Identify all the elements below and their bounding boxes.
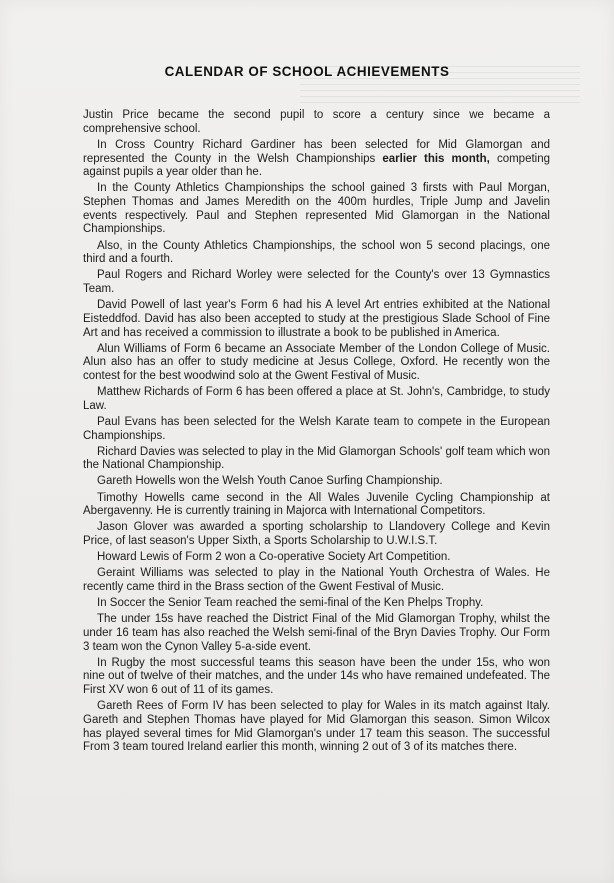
paragraph-16: In Soccer the Senior Team reached the semi-final of the Ken Phelps Trophy.	[97, 597, 484, 610]
paragraph-10: Richard Davies was selected to play in the Mid Glamorgan Schools' golf team which won the National Championship.	[83, 445, 550, 472]
paragraph-3: In the County Athletics Championships the school gained 3 firsts with Paul Morgan, Stephen Thomas and James Meredith on the 400m hurdles, Triple Jump and Javelin events respectively. Paul and Stephen represented Mid Glamorgan in the National Championships.	[83, 182, 550, 236]
paragraph-13: Jason Glover was awarded a sporting scholarship to Llandovery College and Kevin Price, of last season's Upper Sixth, a Sports Scholarship to U.W.I.S.T.	[83, 521, 550, 548]
paragraph-14: Howard Lewis of Form 2 won a Co-operative Society Art Competition.	[97, 551, 451, 564]
paragraph-2	[83, 139, 550, 180]
page-title: CALENDAR OF SCHOOL ACHIEVEMENTS	[164, 64, 450, 79]
paragraph-11: Gareth Howells won the Welsh Youth Canoe Surfing Championship.	[97, 475, 443, 488]
paragraph-8: Matthew Richards of Form 6 has been offered a place at St. John's, Cambridge, to study Law.	[83, 386, 550, 412]
paragraph-2-tail: competing against pupils a year older than he.	[83, 152, 551, 179]
paragraph-18: In Rugby the most successful teams this season have been the under 15s, who won nine out of twelve of their matches, and the under 14s who have remained undefeated. The First XV won 6 out of 11 of its games.	[83, 656, 550, 697]
paragraph-2-emphasis: earlier this month,	[382, 152, 490, 165]
paragraph-4: Also, in the County Athletics Championships, the school won 5 second placings, one third and a fourth.	[83, 239, 550, 266]
paragraph-5: Paul Rogers and Richard Worley were selected for the County's over 13 Gymnastics Team.	[83, 269, 550, 295]
paragraph-1: Justin Price became the second pupil to score a century since we became a comprehensive school.	[83, 109, 550, 135]
paragraph-15: Geraint Williams was selected to play in the National Youth Orchestra of Wales. He recently came third in the Brass section of the Gwent Festival of Music.	[83, 567, 550, 593]
paragraph-12: Timothy Howells came second in the All Wales Juvenile Cycling Championship at Abergavenny. He is currently training in Majorca with International Competitors.	[83, 491, 550, 518]
paragraph-7: Alun Williams of Form 6 became an Associate Member of the London College of Music. Alun also has an offer to study medicine at Jesus College, Oxford. He recently won the contest for the best woodwind solo at the Gwent Festival of Music.	[83, 342, 550, 382]
article-body	[83, 109, 550, 757]
paragraph-6: David Powell of last year's Form 6 had his A level Art entries exhibited at the National Eisteddfod. David has also been accepted to study at the prestigious Slade School of Fine Art and has received a commission to illustrate a book to be published in America.	[83, 299, 550, 339]
paragraph-2-lead: In Cross Country Richard Gardiner has been selected for Mid Glamorgan and represented the County in the Welsh Championships	[83, 138, 550, 165]
paragraph-17: The under 15s have reached the District Final of the Mid Glamorgan Trophy, whilst the under 16 team has also reached the Welsh semi-final of the Bryn Davies Trophy. Our Form 3 team won the Cynon Valley 5-a-side event.	[83, 613, 550, 653]
paragraph-9: Paul Evans has been selected for the Welsh Karate team to compete in the European Championships.	[83, 415, 550, 442]
paragraph-19: Gareth Rees of Form IV has been selected to play for Wales in its match against Italy. Gareth and Stephen Thomas have played for Mid Glamorgan this season. Simon Wilcox has played several times for Mid Glamorgan's under 17 team this season. The successful From 3 team toured Ireland earlier this month, winning 2 out of 3 of its matches there.	[83, 700, 550, 754]
